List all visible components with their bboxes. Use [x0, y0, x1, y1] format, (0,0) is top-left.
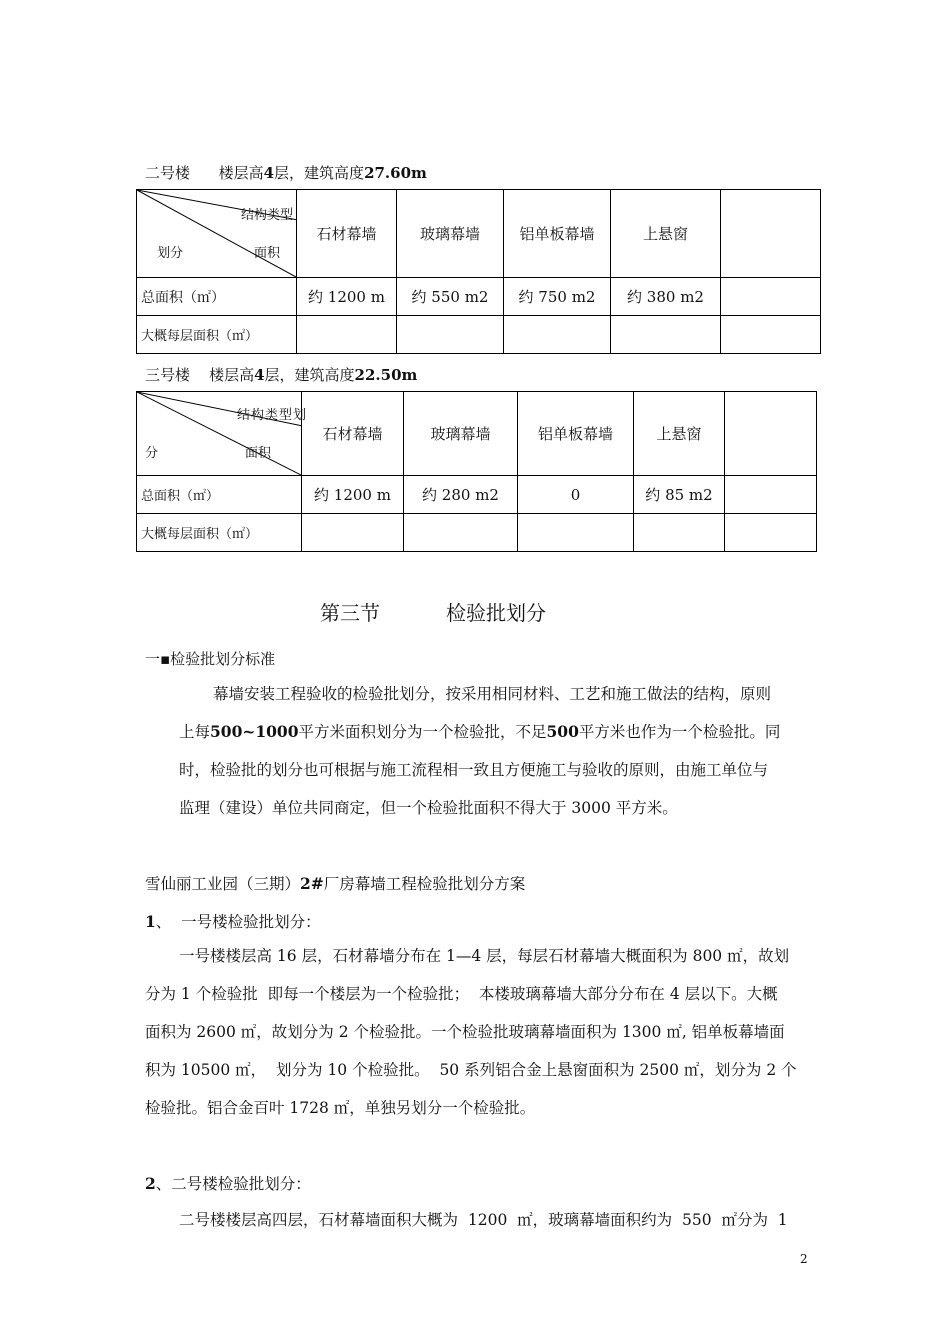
header-area: 面积	[244, 446, 271, 461]
building3-caption	[145, 364, 417, 385]
table-cell	[404, 514, 518, 552]
table-cell	[611, 316, 721, 354]
building2-caption	[145, 162, 427, 183]
caption-text: 二号楼 楼层高	[145, 164, 264, 182]
text: 平方米面积划分为一个检验批，不足	[298, 723, 547, 741]
row-label-total-area: 总面积（㎡）	[137, 278, 297, 316]
table-cell	[297, 316, 397, 354]
table-cell	[634, 514, 725, 552]
table-cell: 约 85 m2	[634, 476, 725, 514]
bold-number: 500~1000	[210, 722, 299, 741]
standard-line-1: 幕墙安装工程验收的检验批划分，按采用相同材料、工艺和施工做法的结构，原则	[213, 685, 772, 703]
caption-text: 层，建筑高度	[264, 366, 355, 384]
header-division: 划分	[157, 246, 184, 261]
table-cell	[725, 514, 817, 552]
header-struct-type: 结构类型划	[236, 408, 307, 423]
table-cell	[518, 514, 634, 552]
building2-table	[136, 189, 821, 354]
table-cell: 约 280 m2	[404, 476, 518, 514]
caption-text: 三号楼 楼层高	[145, 366, 255, 384]
column-header: 玻璃幕墙	[397, 190, 504, 278]
diagonal-header-cell	[137, 190, 297, 278]
diagonal-header-cell	[137, 392, 307, 476]
column-header: 石材幕墙	[297, 190, 397, 278]
building3-table	[136, 391, 817, 552]
item-number: 2	[145, 1174, 156, 1193]
caption-floors: 4	[263, 164, 275, 182]
standard-line-3: 时，检验批的划分也可根据与施工流程相一致且方便施工与验收的原则，由施工单位与	[179, 761, 769, 779]
table-cell: 约 550 m2	[397, 278, 504, 316]
table-cell	[721, 278, 821, 316]
table-cell	[504, 316, 611, 354]
text: 上每	[179, 723, 211, 741]
column-header: 铝单板幕墙	[518, 392, 634, 476]
caption-height: 27.60m	[364, 164, 427, 182]
standard-line-2	[179, 714, 780, 750]
item-number: 1	[145, 912, 156, 931]
header-division: 分	[145, 446, 159, 461]
item1-line-3: 面积为 2600 ㎡，故划分为 2 个检验批。一个检验批玻璃幕墙面积为 1300 ㎡, 铝单板幕墙面	[145, 1023, 785, 1041]
table-cell: 约 1200 m	[302, 476, 404, 514]
column-header: 上悬窗	[634, 392, 725, 476]
item1-line-5: 检验批。铝合金百叶 1728 ㎡，单独另划分一个检验批。	[145, 1099, 536, 1117]
item-heading-text: 、 一号楼检验批划分：	[155, 913, 321, 931]
row-label-floor-area: 大概每层面积（㎡）	[137, 514, 302, 552]
table-cell: 0	[518, 476, 634, 514]
item2-line-1: 二号楼楼层高四层，石材幕墙面积大概为 1200 ㎡，玻璃幕墙面积约为 550 ㎡分为 1	[179, 1211, 788, 1229]
bold-text: 2#	[300, 874, 324, 893]
table-cell	[302, 514, 404, 552]
column-header	[721, 190, 821, 278]
table-cell: 约 750 m2	[504, 278, 611, 316]
text: 厂房幕墙工程检验批划分方案	[323, 875, 526, 893]
item1-line-2: 分为 1 个检验批 即每一个楼层为一个检验批； 本楼玻璃幕墙大部分分布在 4 层以下。大概	[145, 985, 778, 1003]
plan-title	[145, 872, 525, 894]
table-cell: 约 380 m2	[611, 278, 721, 316]
text: 平方米也作为一个检验批。同	[578, 723, 781, 741]
column-header: 上悬窗	[611, 190, 721, 278]
section-title: 检验批划分	[446, 601, 546, 625]
table-cell	[725, 476, 817, 514]
item1-line-4: 积为 10500 ㎡， 划分为 10 个检验批。 50 系列铝合金上悬窗面积为 2500 ㎡，划分为 2 个	[145, 1061, 797, 1079]
column-header	[725, 392, 817, 476]
standard-line-4: 监理（建设）单位共同商定，但一个检验批面积不得大于 3000 平方米。	[179, 799, 678, 817]
caption-floors: 4	[254, 366, 265, 384]
header-area: 面积	[253, 246, 280, 261]
column-header: 铝单板幕墙	[504, 190, 611, 278]
row-label-total-area: 总面积（㎡）	[137, 476, 302, 514]
subheading: 一▪检验批划分标准	[145, 650, 276, 668]
column-header: 石材幕墙	[302, 392, 404, 476]
page-number: 2	[800, 1252, 808, 1266]
header-struct-type: 结构类型	[240, 208, 293, 223]
item2-heading	[145, 1172, 311, 1194]
caption-text: 层，建筑高度	[274, 164, 365, 182]
table-cell: 约 1200 m	[297, 278, 397, 316]
text: 雪仙丽工业园（三期）	[145, 875, 301, 893]
section-number: 第三节	[320, 601, 380, 625]
row-label-floor-area: 大概每层面积（㎡）	[137, 316, 297, 354]
caption-height: 22.50m	[354, 366, 418, 384]
item1-heading	[145, 910, 321, 932]
item1-line-1: 一号楼楼层高 16 层，石材幕墙分布在 1—4 层，每层石材幕墙大概面积为 800 ㎡，故划	[179, 947, 790, 965]
table-cell	[397, 316, 504, 354]
table-cell	[721, 316, 821, 354]
bold-number: 500	[546, 722, 579, 741]
column-header: 玻璃幕墙	[404, 392, 518, 476]
item-heading-text: 、二号楼检验批划分：	[155, 1175, 311, 1193]
